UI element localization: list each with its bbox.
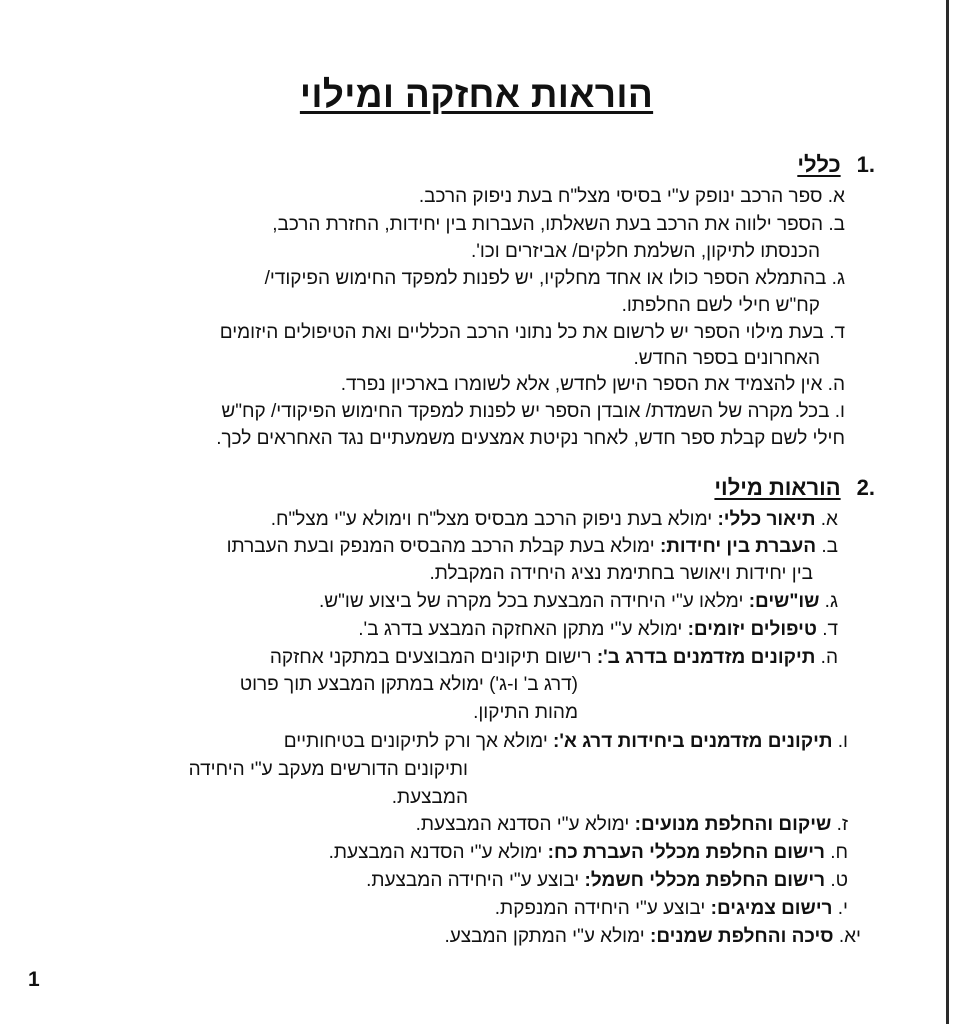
item-text: ספר הרכב ינופק ע"י בסיסי מצל"ח בעת ניפוק הרכב. <box>418 186 823 207</box>
item-text: ימלאו ע"י היחידה המבצעת בכל מקרה של ביצוע שו"ש. <box>319 591 744 612</box>
item-text: ימולא ע"י הסדנא המבצעת. <box>328 842 543 863</box>
item-marker: ג. <box>824 591 838 612</box>
item-label: תיאור כללי: <box>717 509 816 530</box>
item-text: ימולא אך ורק לתיקונים בטיחותיים <box>283 731 548 752</box>
item-continuation: חילי לשם קבלת ספר חדש, לאחר נקיטת אמצעים משמעתיים נגד האחראים לכך. <box>216 428 845 449</box>
item-text: בכל מקרה של השמדת/ אובדן הספר יש לפנות למפקד החימוש הפיקודי/ קח"ש <box>221 401 830 422</box>
list-item <box>284 728 848 755</box>
list-item <box>221 398 845 425</box>
item-label: העברת בין יחידות: <box>659 536 817 557</box>
item-text: ימולא בעת ניפוק הרכב מבסיס מצל"ח וימולא ע"י מצל"ח. <box>270 509 713 530</box>
item-text: ימולא בעת קבלת הרכב מהבסיס המנפק ובעת העברתו <box>226 536 655 557</box>
item-continuation: המבצעת. <box>391 787 468 808</box>
item-label: תיקונים מזדמנים ביחידות דרג א': <box>553 731 833 752</box>
item-text: הספר ילווה את הרכב בעת השאלתו, העברות בין יחידות, החזרת הרכב, <box>272 214 824 235</box>
section-2-heading <box>714 475 875 501</box>
item-label: שו"שים: <box>748 591 820 612</box>
item-text: ימולא ע"י מתקן האחזקה המבצע בדרג ב'. <box>358 619 683 640</box>
list-item <box>271 506 838 533</box>
page-number: 1 <box>28 968 40 991</box>
document-title: הוראות אחזקה ומילוי <box>299 74 654 115</box>
item-text: בעת מילוי הספר יש לרשום את כל נתוני הרכב הכלליים ואת הטיפולים היזומים <box>219 322 824 343</box>
item-label: טיפולים יזומים: <box>687 619 817 640</box>
item-label: סיכה והחלפת שמנים: <box>650 926 834 947</box>
list-item <box>495 895 848 922</box>
item-continuation: בין יחידות ויאושר בחתימת נציג היחידה המקבלת. <box>429 563 813 584</box>
item-label: תיקונים מזדמנים בדרג ב': <box>596 647 816 668</box>
list-item <box>366 867 848 894</box>
list-item <box>319 588 838 615</box>
list-item <box>341 371 845 398</box>
item-marker: ח. <box>830 842 848 863</box>
item-marker: ב. <box>828 214 845 235</box>
item-label: שיקום והחלפת מנועים: <box>634 814 832 835</box>
item-text: יבוצע ע"י היחידה המנפקת. <box>494 898 706 919</box>
item-text: ימולא ע"י המתקן המבצע. <box>444 926 645 947</box>
item-label: רישום החלפת מכללי חשמל: <box>584 870 826 891</box>
item-text: בהתמלא הספר כולו או אחד מחלקיו, יש לפנות למפקד החימוש הפיקודי/ <box>264 268 827 289</box>
item-continuation: האחרונים בספר החדש. <box>633 348 820 369</box>
list-item <box>227 533 838 560</box>
item-continuation: (דרג ב' ו-ג') ימולא במתקן המבצע תוך פרוט <box>239 674 578 695</box>
item-text: ימולא ע"י הסדנא המבצעת. <box>415 814 630 835</box>
item-text: יבוצע ע"י היחידה המבצעת. <box>366 870 580 891</box>
list-item <box>265 265 845 292</box>
section-2-label: הוראות מילוי <box>714 475 841 500</box>
item-label: רישום צמיגים: <box>710 898 833 919</box>
list-item <box>358 616 838 643</box>
item-marker: א. <box>827 186 845 207</box>
item-marker: א. <box>820 509 838 530</box>
item-marker: ו. <box>834 401 845 422</box>
item-continuation: מהות התיקון. <box>473 702 578 723</box>
item-marker: ג. <box>831 268 845 289</box>
item-marker: ז. <box>836 814 848 835</box>
section-1-heading <box>797 152 875 178</box>
list-item <box>270 644 838 671</box>
item-marker: י. <box>837 898 848 919</box>
list-item <box>329 839 848 866</box>
item-label: רישום החלפת מכללי העברת כח: <box>547 842 825 863</box>
item-marker: ד. <box>822 619 838 640</box>
list-item <box>220 319 845 346</box>
item-marker: ה. <box>820 647 838 668</box>
list-item <box>416 811 848 838</box>
section-2-number: .2 <box>856 475 875 500</box>
section-1-number: .1 <box>856 152 875 177</box>
item-marker: ד. <box>829 322 845 343</box>
item-text: רישום תיקונים המבוצעים במתקני אחזקה <box>269 647 592 668</box>
page-edge-border <box>946 0 949 1024</box>
item-marker: ט. <box>830 870 848 891</box>
item-continuation: ותיקונים הדורשים מעקב ע"י היחידה <box>188 759 468 780</box>
list-item <box>419 183 845 210</box>
item-text: אין להצמיד את הספר הישן לחדש, אלא לשומרו בארכיון נפרד. <box>340 374 823 395</box>
section-1-label: כללי <box>797 152 841 177</box>
item-marker: ה. <box>827 374 845 395</box>
list-item <box>444 923 861 950</box>
item-continuation: קח"ש חילי לשם החלפתו. <box>621 295 820 316</box>
item-continuation: הכנסתו לתיקון, השלמת חלקים/ אביזרים וכו'. <box>470 241 820 262</box>
item-marker: יא. <box>838 926 861 947</box>
item-marker: ב. <box>821 536 838 557</box>
list-item <box>272 211 845 238</box>
item-marker: ו. <box>837 731 848 752</box>
